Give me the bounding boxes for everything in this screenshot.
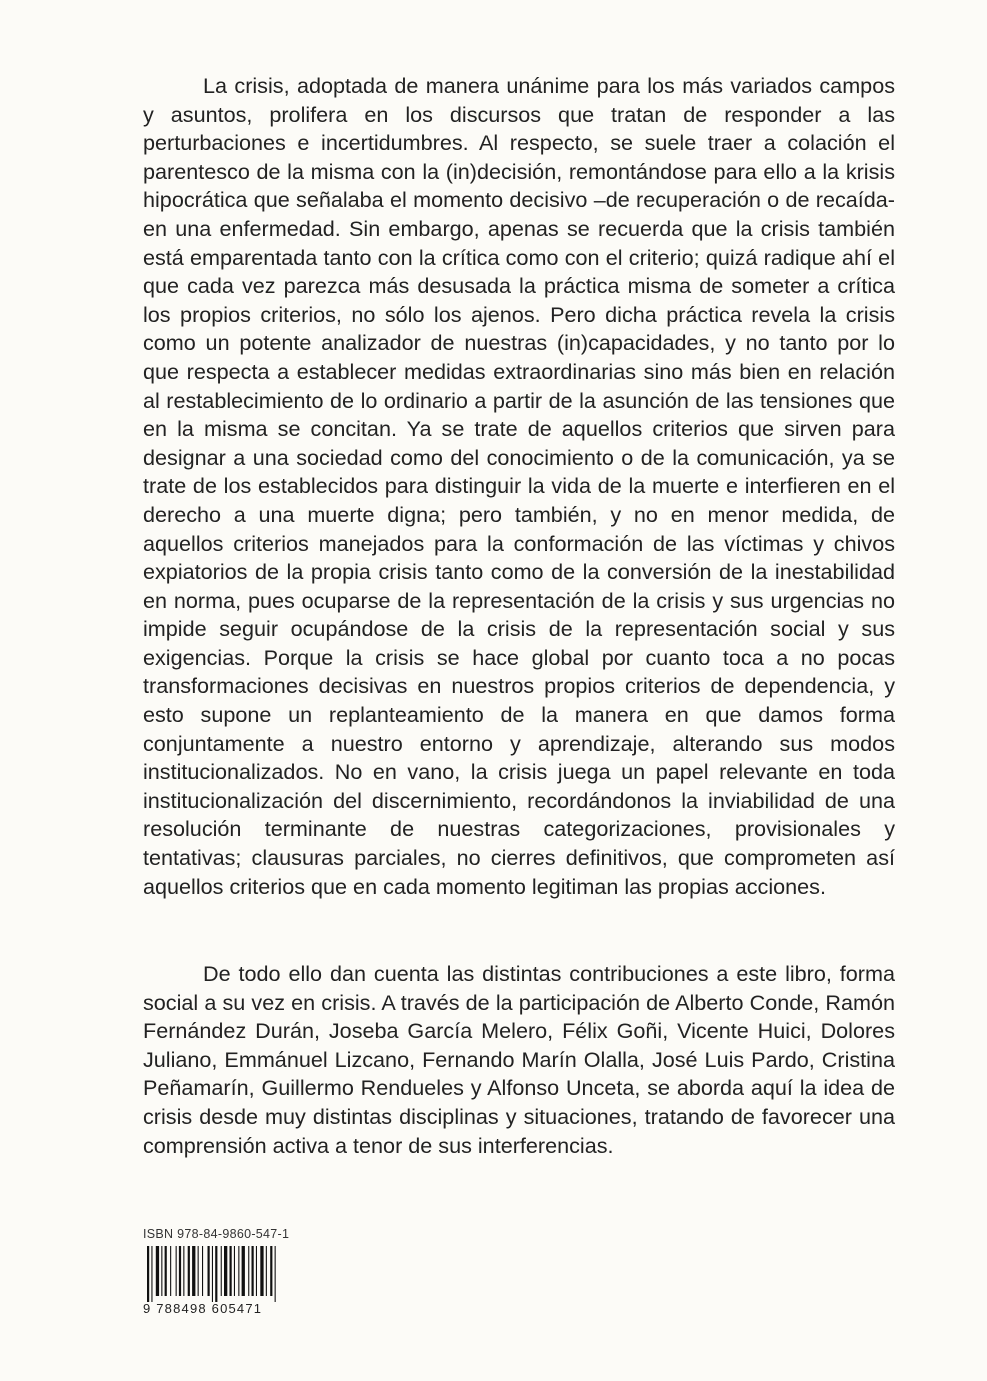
synopsis-paragraph-1: La crisis, adoptada de manera unánime para los más variados campos y asuntos, prolifera en los discursos que tratan de responder a las perturbaciones e incertidumbres. Al respecto, se suele traer a colación el parentesco de la misma con la (in)decisión, remontándose para ello a la krisis hipocrática que señalaba el momento decisivo –de recuperación o de recaída- en una enfermedad. Sin embargo, apenas se recuerda que la crisis también está emparentada tanto con la crítica como con el criterio; quizá radique ahí el que cada vez parezca más desusada la práctica misma de someter a crítica los propios criterios, no sólo los ajenos. Pero dicha práctica revela la crisis como un potente analizador de nuestras (in)capacidades, y no tanto por lo que respecta a establecer medidas extraordinarias sino más bien en relación al restablecimiento de lo ordinario a partir de la asunción de las tensiones que en la misma se concitan. Ya se trate de aquellos criterios que sirven para designar a una sociedad como del conocimiento o de la comunicación, ya se trate de los establecidos para distinguir la vida de la muerte e interfieren en el derecho a una muerte digna; pero también, y no en menor medida, de aquellos criterios manejados para la conformación de las víctimas y chivos expiatorios de la propia crisis tanto como de la conversión de la inestabilidad en norma, pues ocuparse de la representación de la crisis y sus urgencias no impide seguir ocupándose de la crisis de la representación social y sus exigencias. Porque la crisis se hace global por cuanto toca a no pocas transformaciones decisivas en nuestros propios criterios de dependencia, y esto supone un replanteamiento de la manera en que damos forma conjuntamente a nuestro entorno y aprendizaje, alterando sus modos institucionalizados. No en vano, la crisis juega un papel relevante en toda institucionalización del discernimiento, recordándonos la inviabilidad de una resolución terminante de nuestras categorizaciones, provisionales y tentativas; clausuras parciales, no cierres definitivos, que comprometen así aquellos criterios que en cada momento legitiman las propias acciones.: [143, 73, 895, 899]
isbn-label: ISBN 978-84-9860-547-1: [143, 1227, 290, 1241]
barcode-digits: 9 788498 605471: [143, 1301, 263, 1316]
synopsis-paragraph-2: De todo ello dan cuenta las distintas contribuciones a este libro, forma social a su vez en crisis. A través de la participación de Alberto Conde, Ramón Fernández Durán, Joseba García Melero, Félix Goñi, Vicente Huici, Dolores Juliano, Emmánuel Lizcano, Fernando Marín Olalla, José Luis Pardo, Cristina Peñamarín, Guillermo Rendueles y Alfonso Unceta, se aborda aquí la idea de crisis desde muy distintas disciplinas y situaciones, tratando de favorecer una comprensión activa a tenor de sus interferencias.: [143, 961, 895, 1158]
barcode-bars-icon: [143, 1246, 283, 1302]
